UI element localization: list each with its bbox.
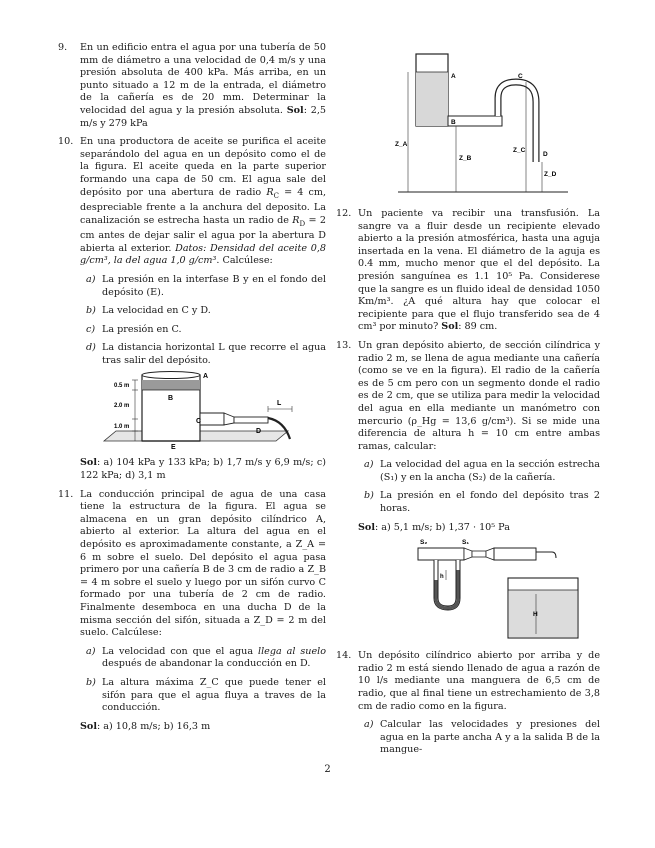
pipe-b bbox=[448, 116, 502, 126]
right-column bbox=[338, 42, 600, 763]
sub-text: La presión en la interfase B y en el fondo del depósito (E). bbox=[102, 273, 326, 298]
sub-text-emphasis: llega al suelo bbox=[258, 645, 327, 657]
solution-label: Sol bbox=[80, 720, 97, 732]
solution-label: Sol bbox=[358, 521, 375, 533]
wide-pipe-s2 bbox=[418, 548, 464, 560]
solution-text: : a) 104 kPa y 133 kPa; b) 1,7 m/s y 6,9 m/s; c) 122 kPa; d) 3,1 m bbox=[80, 457, 326, 482]
sub-item-a bbox=[358, 719, 600, 757]
problem-number: 10. bbox=[58, 136, 74, 148]
label-s1: S₁ bbox=[462, 539, 470, 547]
problem-text-2: = 4 cm, despreciable frente a la anchura del deposito. La canalización se estrecha hasta un radio de bbox=[80, 186, 327, 226]
problem-text: En una productora de aceite se purifica el aceite separándolo del agua en un depósito como el de la figura. El aceite queda en la parte superior formando una capa de 50 cm. El agua sale del depósito por una abertura de radio bbox=[80, 136, 326, 198]
problem-14 bbox=[338, 650, 600, 757]
label-zb: Z_B bbox=[459, 155, 472, 162]
solution bbox=[80, 721, 326, 734]
label-b: B bbox=[451, 119, 456, 126]
radius-c-symbol: R bbox=[266, 186, 274, 198]
sub-label: a) bbox=[86, 645, 96, 657]
solution-text: : a) 10,8 m/s; b) 16,3 m bbox=[96, 720, 211, 732]
problem-number: 12. bbox=[336, 208, 352, 219]
sub-text: La velocidad con que el agua bbox=[102, 645, 259, 657]
sub-text: La velocidad en C y D. bbox=[102, 305, 211, 317]
label-c: C bbox=[518, 73, 523, 80]
problem-10 bbox=[60, 136, 326, 483]
problem-number: 13. bbox=[336, 339, 352, 351]
house-water-system-figure bbox=[338, 42, 600, 204]
problem-text-4: . Calcúlese: bbox=[216, 255, 273, 267]
problem-number: 9. bbox=[58, 42, 68, 53]
u-tube bbox=[436, 560, 458, 608]
label-d: D bbox=[256, 428, 262, 436]
solution-text: : 89 cm. bbox=[458, 321, 498, 333]
pipe-narrowing bbox=[224, 413, 234, 425]
radius-c-sub: C bbox=[273, 191, 279, 200]
sub-text: La presión en C. bbox=[102, 323, 182, 335]
solution-label: Sol bbox=[286, 104, 304, 116]
sub-item-b bbox=[358, 490, 600, 515]
sub-label: a) bbox=[86, 273, 96, 285]
label-1-0m: 1.0 m bbox=[114, 424, 130, 431]
problem-number: 11. bbox=[58, 488, 74, 500]
sub-item-b bbox=[80, 305, 326, 318]
label-e: E bbox=[171, 444, 176, 452]
sub-text: La distancia horizontal L que recorre el agua tras salir del depósito. bbox=[102, 342, 326, 366]
tank-top bbox=[142, 372, 200, 379]
sub-label: b) bbox=[364, 490, 374, 502]
problem-text: La conducción principal de agua de una casa tiene la estructura de la figura. El agua se almacena en un gran depósito cilíndrico A, abierto al exterior. La altura del agua en el depósito es aproximadamente constante, a Z_A = 6 m sobre el suelo. Del depósito el agua pasa primero por una cañería B de 3 cm de radio a Z_B = 4 m sobre el suelo y luego por un sifón curvo C formado por una tubería de 2 cm de radio. Finalmente desemboca en una ducha D de la misma sección del sifón, situada a Z_D = 2 m del suelo. Calcúlese: bbox=[80, 488, 326, 639]
sub-text-end: después de abandonar la conducción en D. bbox=[102, 658, 311, 670]
label-b: B bbox=[168, 395, 174, 403]
narrow-pipe bbox=[234, 417, 268, 423]
sub-item-c bbox=[80, 324, 326, 337]
label-a: A bbox=[451, 73, 456, 80]
label-0-5m: 0.5 m bbox=[114, 383, 130, 390]
solution-label: Sol bbox=[80, 457, 97, 469]
data-note: Datos: Densidad del aceite 0,8 g/cm³, la del agua 1,0 g/cm³ bbox=[80, 242, 326, 267]
label-H: H bbox=[533, 611, 538, 619]
problem-text: Un paciente va recibir una transfusión. La sangre va a fluir desde un recipiente elevado abierto a la presión atmosférica, hasta una aguja insertada en la vena. El diámetro de la aguja es 0.4 mm, mucho menor que el del depósito. La presión sanguínea es 1.1 10⁵ Pa. Considerese que la sangre es un fluido ideal de densidad 1050 Km/m³. ¿A qué altura hay que colocar el recipiente para que el flujo transferido sea de 4 cm³ por minuto? bbox=[358, 208, 600, 333]
sub-label: b) bbox=[86, 676, 96, 688]
oil-layer bbox=[142, 380, 200, 390]
narrow-section-s1 bbox=[472, 551, 486, 557]
problem-9 bbox=[60, 42, 326, 130]
problem-text: Un gran depósito abierto, de sección cilíndrica y radio 2 m, se llena de agua mediante una cañería (como se ve en la figura). El radio de la cañería es de 5 cm pero con un segmento donde el radio es de 2 cm, que se utiliza para medir la velocidad del agua en ella mediante un manómetro con mercurio (ρ_Hg = 13,6 g/cm³). Si se mide una diferencia de altura h = 10 cm entre ambas ramas, calcular: bbox=[358, 339, 600, 452]
label-za: Z_A bbox=[395, 141, 408, 148]
oil-tank-figure bbox=[80, 367, 326, 451]
solution-text: : a) 5,1 m/s; b) 1,37 · 10⁵ Pa bbox=[374, 521, 510, 533]
sub-item-a bbox=[80, 274, 326, 299]
problem-number: 14. bbox=[336, 650, 352, 662]
sub-text: Calcular las velocidades y presiones del agua en la parte ancha A y a la salida B de la mangue- bbox=[380, 719, 600, 756]
label-s2: S₂ bbox=[420, 539, 428, 547]
problem-text: En un edificio entra el agua por una tubería de 50 mm de diámetro a una velocidad de 0,4 m/s y una presión absoluta de 400 kPa. Más arriba, en un punto situado a 12 m de la entrada, el diámetro de la cañería es de 20 mm. Determinar la velocidad del agua y la presión absoluta. bbox=[80, 42, 326, 116]
sub-text: La velocidad del agua en la sección estrecha (S₁) y en la ancha (S₂) de la cañería. bbox=[380, 459, 600, 483]
solution bbox=[358, 522, 600, 535]
sub-label: d) bbox=[86, 342, 96, 354]
sub-label: c) bbox=[86, 323, 96, 335]
problem-text: Un depósito cilíndrico abierto por arriba y de radio 2 m está siendo llenado de agua a razón de 10 l/s mediante una manguera de 6,5 cm de radio, que al final tiene un estrechamiento de 3,8 cm de radio como en la figura. bbox=[358, 650, 600, 712]
problem-11 bbox=[60, 489, 326, 734]
problem-12 bbox=[338, 208, 600, 334]
radius-d-sub: D bbox=[299, 219, 306, 228]
label-c: C bbox=[196, 418, 202, 426]
label-zd: Z_D bbox=[544, 171, 557, 178]
sub-label: b) bbox=[86, 305, 96, 317]
solution-text: : 2,5 m/s y 279 kPa bbox=[80, 104, 326, 129]
sub-text: La presión en el fondo del depósito tras 2 horas. bbox=[380, 490, 600, 515]
pipe-outlet bbox=[536, 552, 556, 558]
sub-text: La altura máxima Z_C que puede tener el sifón para que el agua fluya a traves de la conducción. bbox=[102, 676, 326, 714]
wide-pipe bbox=[200, 413, 224, 425]
label-zc: Z_C bbox=[513, 147, 526, 154]
problem-text-3: = 2 cm antes de dejar salir el agua por la abertura D abierta al exterior. bbox=[80, 214, 326, 254]
tank-water bbox=[509, 590, 577, 637]
label-a: A bbox=[203, 373, 209, 381]
solution bbox=[80, 457, 326, 482]
label-h: h bbox=[440, 574, 444, 581]
left-column bbox=[60, 42, 326, 739]
radius-d-symbol: R bbox=[292, 214, 300, 226]
sub-label: a) bbox=[364, 459, 374, 471]
problem-13 bbox=[338, 340, 600, 644]
label-d: D bbox=[543, 151, 548, 158]
sub-item-a bbox=[358, 459, 600, 484]
label-l: L bbox=[277, 400, 282, 408]
sub-label: a) bbox=[364, 719, 374, 731]
page-number: 2 bbox=[324, 764, 331, 775]
manometer-figure bbox=[358, 534, 598, 644]
sub-item-a bbox=[80, 646, 326, 671]
sub-item-b bbox=[80, 677, 326, 715]
label-2-0m: 2.0 m bbox=[114, 403, 130, 410]
solution-label: Sol bbox=[441, 321, 459, 333]
sub-item-d bbox=[80, 342, 326, 367]
